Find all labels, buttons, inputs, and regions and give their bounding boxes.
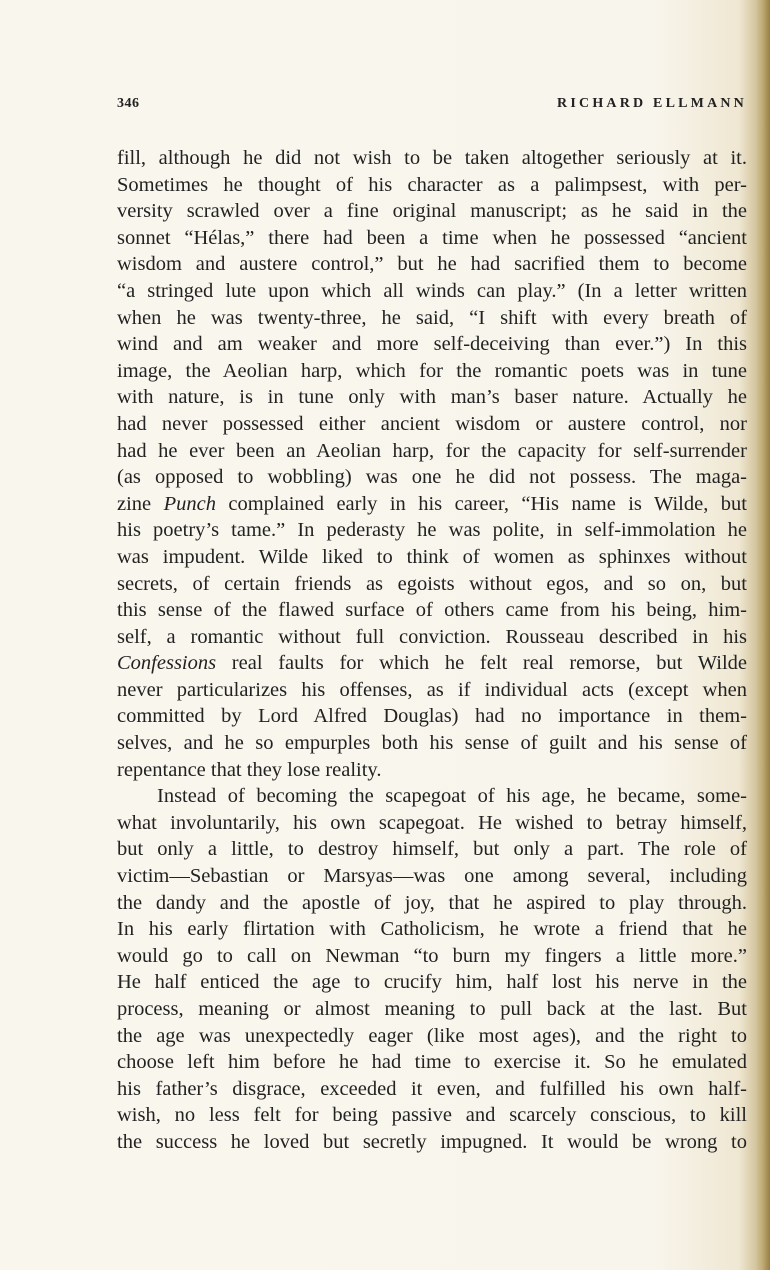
text-segment: versity scrawled over a fine original manuscript; as he said in the xyxy=(117,200,747,223)
text-segment: with nature, is in tune only with man’s baser nature. Actually he xyxy=(117,386,747,409)
text-line xyxy=(117,703,747,730)
text-line xyxy=(117,384,747,411)
text-line xyxy=(117,1076,747,1103)
text-segment: the dandy and the apostle of joy, that he aspired to play through. xyxy=(117,891,747,914)
text-segment: He half enticed the age to crucify him, half lost his nerve in the xyxy=(117,971,747,994)
text-line xyxy=(117,836,747,863)
text-line xyxy=(117,1023,747,1050)
text-segment: process, meaning or almost meaning to pull back at the last. But xyxy=(117,998,747,1020)
text-segment: but only a little, to destroy himself, but only a part. The role of xyxy=(117,838,747,861)
text-line xyxy=(117,464,747,491)
text-line xyxy=(117,677,747,704)
text-line xyxy=(117,757,747,784)
text-segment: selves, and he so empurples both his sense of guilt and his sense of xyxy=(117,732,747,755)
text-line xyxy=(117,730,747,757)
page-number: 346 xyxy=(117,96,140,111)
text-segment: Sometimes he thought of his character as a palimpsest, with per- xyxy=(117,173,747,196)
text-line xyxy=(117,331,747,358)
text-line xyxy=(117,225,747,252)
text-line xyxy=(117,783,747,810)
text-segment: sonnet “Hélas,” there had been a time when he possessed “ancient xyxy=(117,226,747,249)
paragraph xyxy=(117,145,747,783)
text-segment: the success he loved but secretly impugned. It would be wrong to xyxy=(117,1130,747,1153)
text-segment: image, the Aeolian harp, which for the romantic poets was in tune xyxy=(117,359,747,382)
page-header xyxy=(117,96,747,120)
text-line xyxy=(117,411,747,438)
text-line xyxy=(117,198,747,225)
text-segment: In his early flirtation with Catholicism, he wrote a friend that he xyxy=(117,918,747,941)
text-segment: real faults for which he felt real remorse, but Wilde xyxy=(216,652,747,675)
text-segment: wisdom and austere control,” but he had sacrified them to become xyxy=(117,253,747,276)
text-segment: when he was twenty-three, he said, “I shift with every breath of xyxy=(117,306,747,329)
text-line xyxy=(117,491,747,518)
text-segment: was impudent. Wilde liked to think of women as sphinxes without xyxy=(117,545,747,568)
text-line xyxy=(117,1049,747,1076)
text-line xyxy=(117,172,747,199)
text-segment: never particularizes his offenses, as if individual acts (except when xyxy=(117,678,747,701)
text-segment: victim—Sebastian or Marsyas—was one among several, including xyxy=(117,865,747,888)
text-segment: this sense of the flawed surface of others came from his being, him- xyxy=(117,599,747,622)
text-segment: complained early in his career, “His name is Wilde, but xyxy=(215,492,747,515)
text-line xyxy=(117,358,747,385)
text-line xyxy=(117,597,747,624)
text-segment: secrets, of certain friends as egoists without egos, and so on, but xyxy=(117,572,747,595)
text-segment: committed by Lord Alfred Douglas) had no importance in them- xyxy=(117,705,747,728)
text-segment: had he ever been an Aeolian harp, for the capacity for self-surrender xyxy=(117,439,747,462)
italic-title: Punch xyxy=(163,492,216,515)
text-line xyxy=(117,996,747,1023)
text-segment: choose left him before he had time to exercise it. So he emulated xyxy=(117,1051,747,1074)
text-segment: would go to call on Newman “to burn my fingers a little more.” xyxy=(117,944,747,967)
text-line xyxy=(117,1102,747,1129)
text-segment: self, a romantic without full conviction. Rousseau described in his xyxy=(117,625,747,648)
text-line xyxy=(117,305,747,332)
text-line xyxy=(117,571,747,598)
text-line xyxy=(117,1129,747,1156)
text-segment: “a stringed lute upon which all winds can play.” (In a letter written xyxy=(117,279,747,302)
text-line xyxy=(117,916,747,943)
italic-title: Confessions xyxy=(117,652,217,675)
text-segment: his poetry’s tame.” In pederasty he was polite, in self-immolation he xyxy=(117,519,747,542)
text-segment: repentance that they lose reality. xyxy=(117,758,382,781)
text-segment: wish, no less felt for being passive and scarcely conscious, to kill xyxy=(117,1104,747,1127)
text-line xyxy=(117,890,747,917)
paragraph xyxy=(117,783,747,1155)
text-line xyxy=(117,251,747,278)
text-line xyxy=(117,863,747,890)
text-line xyxy=(117,438,747,465)
body-text xyxy=(117,145,747,1156)
text-segment: (as opposed to wobbling) was one he did not possess. The maga- xyxy=(117,466,747,489)
text-line xyxy=(117,517,747,544)
text-segment: Instead of becoming the scapegoat of his age, he became, some- xyxy=(157,785,747,808)
text-line xyxy=(117,544,747,571)
text-segment: what involuntarily, his own scapegoat. He wished to betray himself, xyxy=(117,811,747,834)
text-line xyxy=(117,278,747,305)
text-line xyxy=(117,969,747,996)
text-segment: fill, although he did not wish to be taken altogether seriously at it. xyxy=(117,147,747,169)
page-gutter-shadow xyxy=(756,0,770,1270)
text-line xyxy=(117,943,747,970)
text-line xyxy=(117,810,747,837)
text-line xyxy=(117,145,747,172)
text-segment: zine xyxy=(117,492,164,515)
text-segment: the age was unexpectedly eager (like most ages), and the right to xyxy=(117,1024,747,1047)
text-line xyxy=(117,650,747,677)
text-line xyxy=(117,624,747,651)
running-head: RICHARD ELLMANN xyxy=(557,96,747,111)
text-segment: wind and am weaker and more self-deceiving than ever.”) In this xyxy=(117,333,747,356)
text-segment: his father’s disgrace, exceeded it even, and fulfilled his own half- xyxy=(117,1077,747,1100)
text-segment: had never possessed either ancient wisdom or austere control, nor xyxy=(117,412,747,435)
